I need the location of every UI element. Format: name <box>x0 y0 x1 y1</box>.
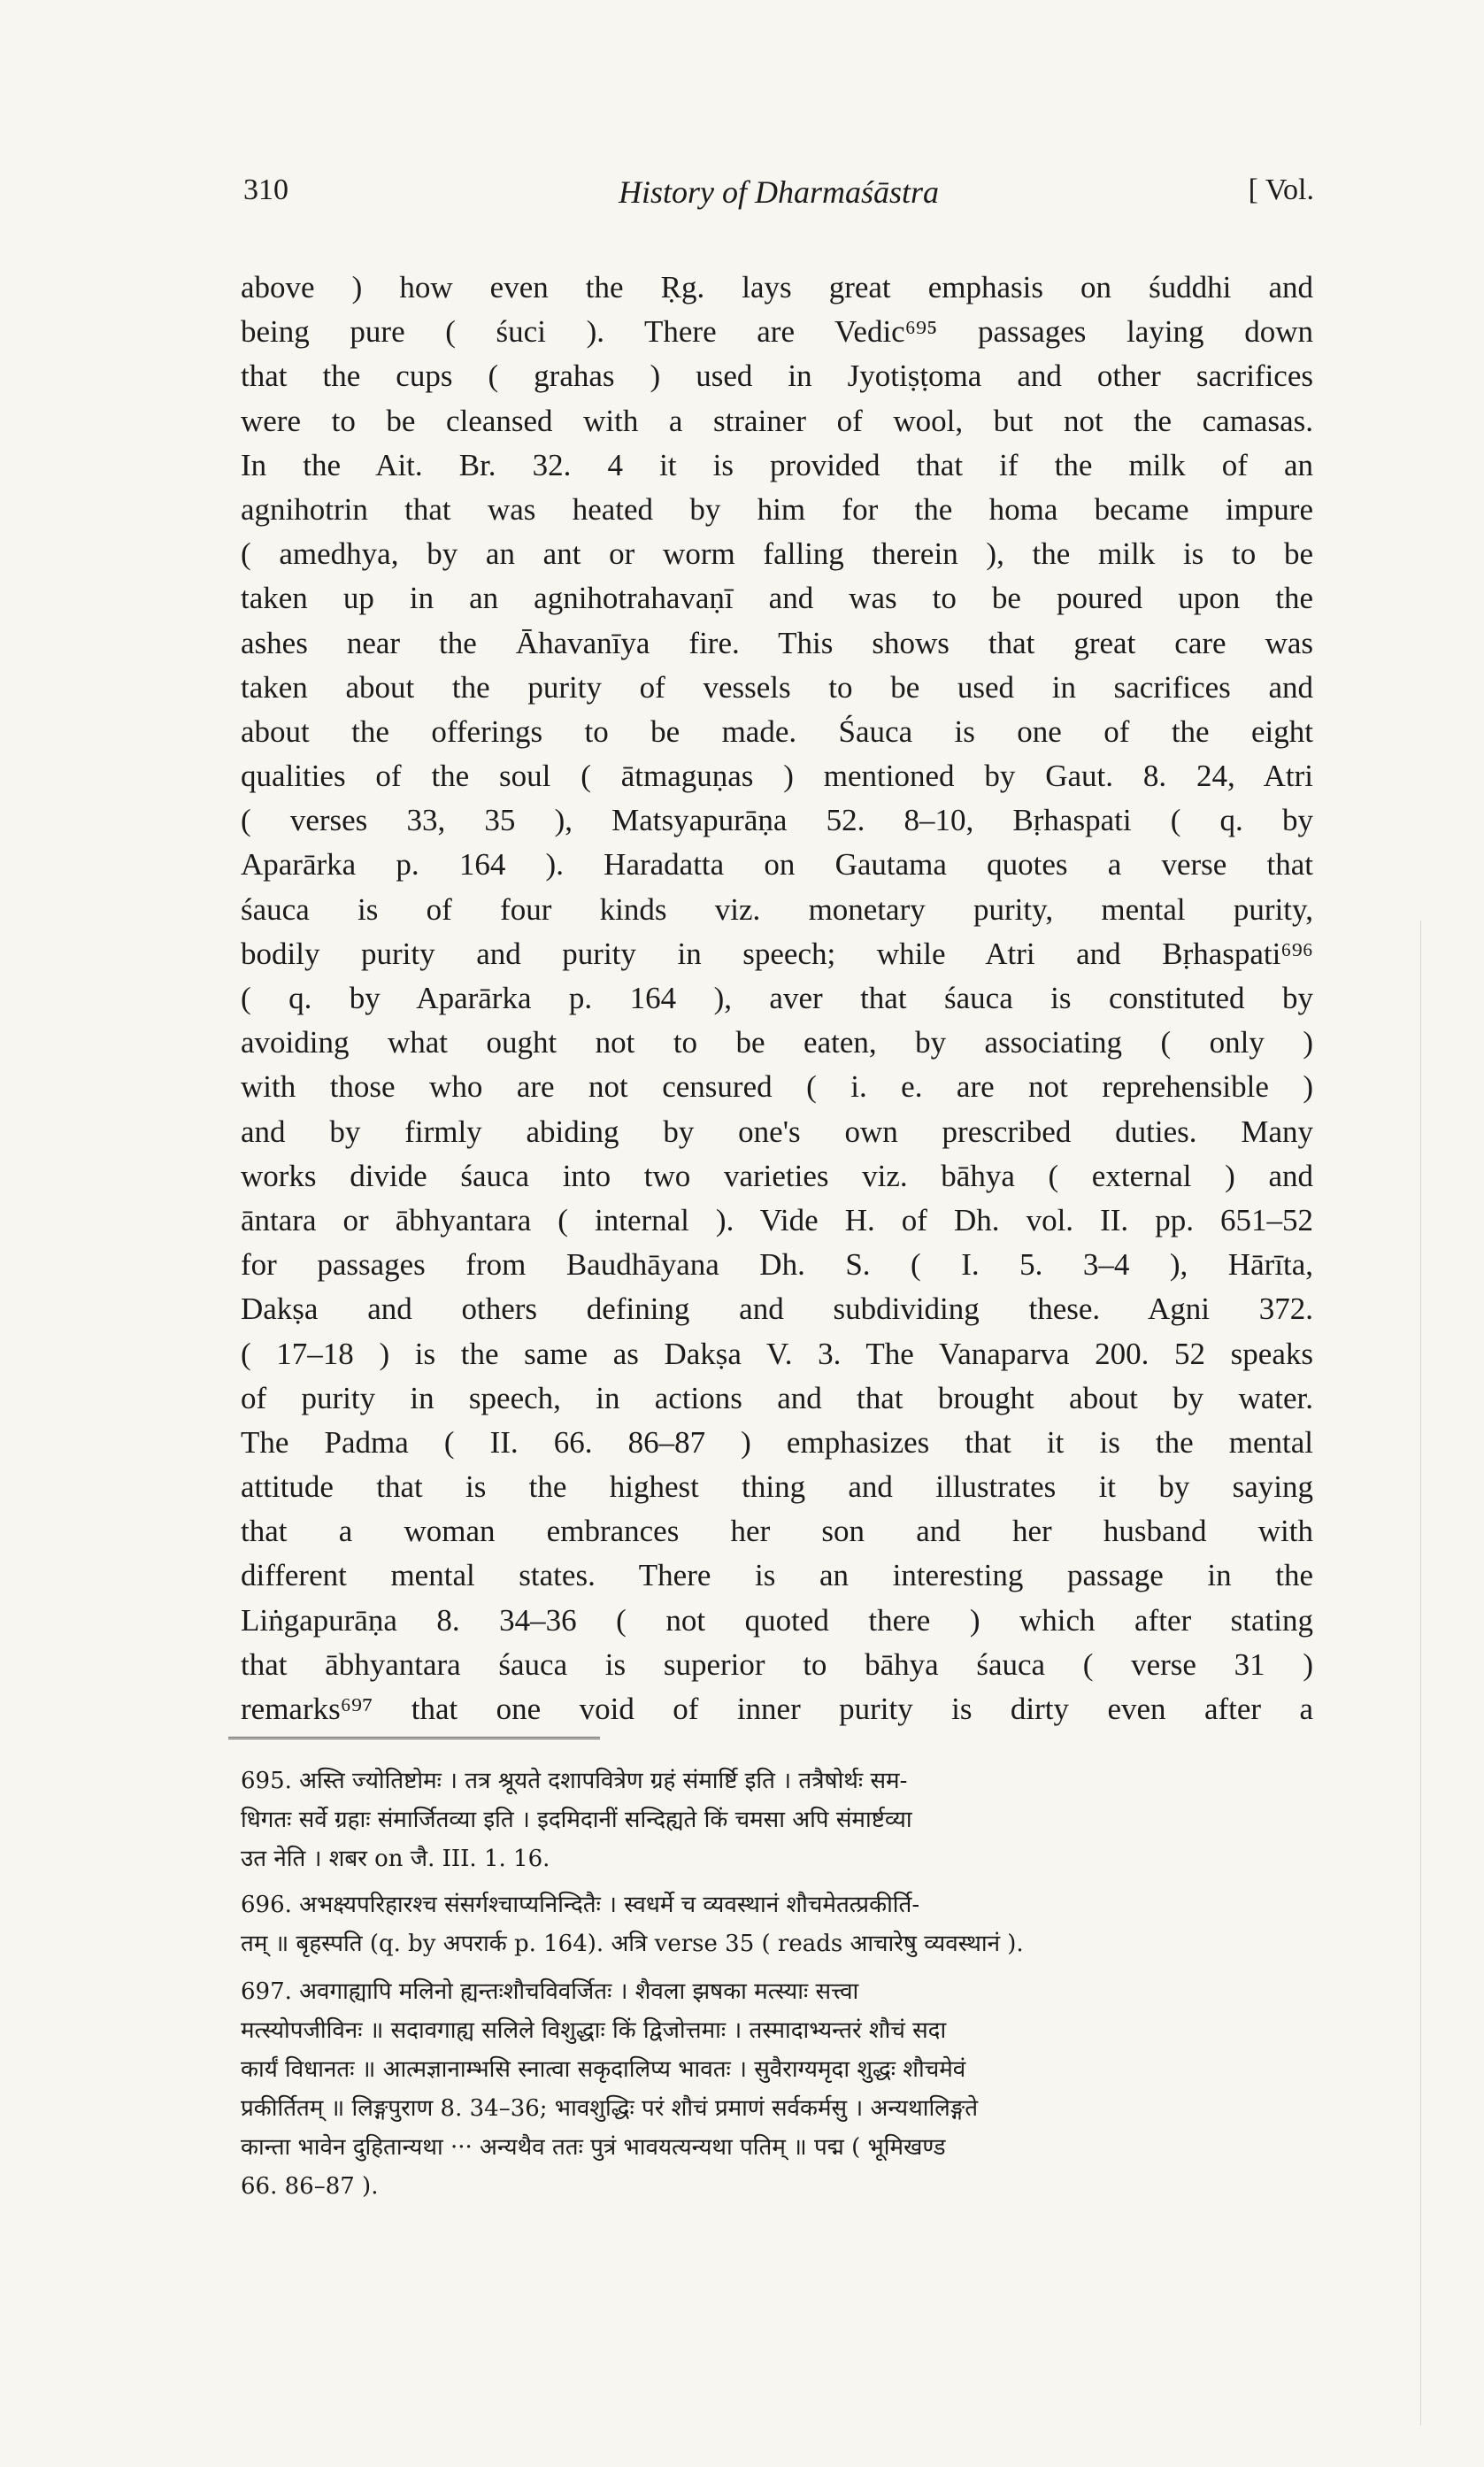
text-line: Aparārka p. 164 ). Haradatta on Gautama quotes a verse that <box>241 847 1313 883</box>
text-line: that a woman embrances her son and her husband with <box>241 1514 1313 1549</box>
footnote-line: 696. अभक्ष्यपरिहारश्च संसर्गश्चाप्यनिन्दितैः । स्वधर्मे च व्यवस्थानं शौचमेतत्प्रकीर्ति- <box>241 1892 920 1918</box>
volume-marker: [ Vol. <box>1248 173 1314 206</box>
footnote-line: उत नेति । शबर on जै. III. 1. 16. <box>241 1846 550 1872</box>
text-line: attitude that is the highest thing and illustrates it by saying <box>241 1469 1313 1505</box>
text-line: that the cups ( grahas ) used in Jyotiṣṭoma and other sacrifices <box>241 358 1313 394</box>
footnote-line: 695. अस्ति ज्योतिष्टोमः । तत्र श्रूयते दशापवित्रेण ग्रहं संमार्ष्टि इति । तत्रैषोर्थः सम- <box>241 1768 908 1794</box>
text-line: and by firmly abiding by one's own prescribed duties. Many <box>241 1114 1313 1149</box>
footnote-line: मत्स्योपजीविनः ॥ सदावगाह्य सलिले विशुद्धाः किं द्विजोत्तमाः । तस्मादाभ्यन्तरं शौचं सदा <box>241 2017 947 2044</box>
footnote-696 <box>241 1885 1313 1963</box>
footnote-line: कान्ता भावेन दुहितान्यथा ··· अन्यथैव ततः पुत्रं भावयत्यन्यथा पतिम् ॥ पद्म ( भूमिखण्ड <box>241 2134 946 2161</box>
text-line: śauca is of four kinds viz. monetary purity, mental purity, <box>241 891 1313 927</box>
text-line: with those who are not censured ( i. e. are not reprehensible ) <box>241 1069 1313 1105</box>
scan-margin-line <box>1420 921 1421 2425</box>
footnote-line: कार्यं विधानतः ॥ आत्मज्ञानाम्भसि स्नात्वा सकृदालिप्य भावतः । सुवैराग्यमृदा शुद्धः शौचमेवं <box>241 2056 966 2083</box>
text-line: agnihotrin that was heated by him for the homa became impure <box>241 491 1313 527</box>
text-line: different mental states. There is an interesting passage in the <box>241 1558 1313 1593</box>
text-line: Dakṣa and others defining and subdividing these. Agni 372. <box>241 1291 1313 1327</box>
text-line: bodily purity and purity in speech; while Atri and Bṛhaspati⁶⁹⁶ <box>241 936 1313 971</box>
footnote-line: 697. अवगाह्यापि मलिनो ह्यन्तःशौचविवर्जितः । शैवला झषका मत्स्याः सत्त्वा <box>241 1978 859 2005</box>
footnote-line: धिगतः सर्वे ग्रहाः संमार्जितव्या इति । इदमिदानीं सन्दिह्यते किं चमसा अपि संमार्ष्टव्या <box>241 1807 912 1833</box>
text-line: for passages from Baudhāyana Dh. S. ( I. 5. 3–4 ), Hārīta, <box>241 1247 1313 1283</box>
text-line: In the Ait. Br. 32. 4 it is provided that if the milk of an <box>241 447 1313 482</box>
footnote-697 <box>241 1972 1313 2206</box>
book-title: History of Dharmaśāstra <box>618 174 940 210</box>
text-line: being pure ( śuci ). There are Vedic⁶⁹⁵ passages laying down <box>241 314 1313 350</box>
main-text <box>241 266 1313 1731</box>
text-line: Liṅgapurāṇa 8. 34–36 ( not quoted there ) which after stating <box>241 1602 1313 1638</box>
text-line: remarks⁶⁹⁷ that one void of inner purity is dirty even after a <box>241 1692 1313 1726</box>
footnote-line: प्रकीर्तितम् ॥ लिङ्गपुराण 8. 34–36; भावशुद्धिः परं शौचं प्रमाणं सर्वकर्मसु । अन्यथालिङ्गते <box>241 2095 979 2122</box>
text-line: that ābhyantara śauca is superior to bāhya śauca ( verse 31 ) <box>241 1646 1313 1682</box>
text-line: were to be cleansed with a strainer of wool, but not the camasas. <box>241 403 1313 438</box>
text-line: āntara or ābhyantara ( internal ). Vide H. of Dh. vol. II. pp. 651–52 <box>241 1202 1313 1237</box>
text-line: about the offerings to be made. Śauca is one of the eight <box>241 713 1313 749</box>
text-line: qualities of the soul ( ātmaguṇas ) mentioned by Gaut. 8. 24, Atri <box>241 759 1313 794</box>
footnote-separator <box>228 1737 600 1739</box>
text-line: taken about the purity of vessels to be used in sacrifices and <box>241 669 1313 705</box>
text-line: ashes near the Āhavanīya fire. This shows that great care was <box>241 625 1313 660</box>
text-line: works divide śauca into two varieties viz. bāhya ( external ) and <box>241 1158 1313 1193</box>
text-line: ( 17–18 ) is the same as Dakṣa V. 3. The Vanaparva 200. 52 speaks <box>241 1336 1313 1371</box>
footnote-line: तम् ॥ बृहस्पति (q. by अपरार्क p. 164). अत्रि verse 35 ( reads आचारेषु व्यवस्थानं ). <box>241 1931 1024 1957</box>
text-line: ( q. by Aparārka p. 164 ), aver that śauca is constituted by <box>241 981 1313 1015</box>
footnote-695 <box>241 1762 1313 1878</box>
footnote-line: 66. 86–87 ). <box>241 2173 379 2200</box>
text-line: The Padma ( II. 66. 86–87 ) emphasizes that it is the mental <box>241 1424 1313 1460</box>
text-line: taken up in an agnihotrahavaṇī and was to be poured upon the <box>241 581 1313 616</box>
page-number: 310 <box>243 173 288 206</box>
running-header <box>243 173 1314 227</box>
text-line: ( verses 33, 35 ), Matsyapurāṇa 52. 8–10, Bṛhaspati ( q. by <box>241 803 1313 838</box>
text-line: avoiding what ought not to be eaten, by associating ( only ) <box>241 1025 1313 1060</box>
text-line: above ) how even the Ṛg. lays great emphasis on śuddhi and <box>241 270 1313 305</box>
text-line: ( amedhya, by an ant or worm falling therein ), the milk is to be <box>241 536 1313 572</box>
text-line: of purity in speech, in actions and that brought about by water. <box>241 1380 1313 1415</box>
